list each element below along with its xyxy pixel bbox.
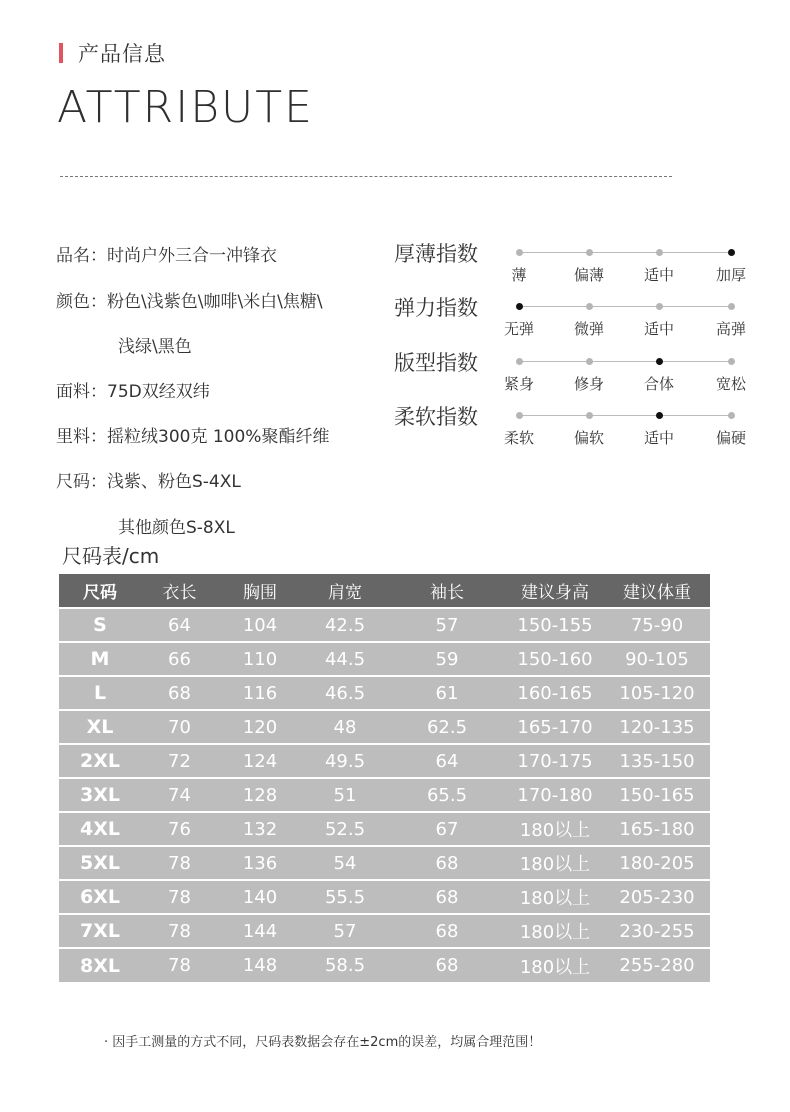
table-cell: 132 xyxy=(242,818,278,840)
attr-lining xyxy=(56,422,329,447)
size-cell: L xyxy=(93,682,107,704)
attr-name xyxy=(56,241,277,266)
header-weight: 建议体重 xyxy=(623,583,691,603)
index-marker-selected xyxy=(728,249,735,256)
table-cell: 180以上 xyxy=(519,820,591,841)
table-row xyxy=(59,642,710,676)
section-title-cn: 产品信息 xyxy=(78,42,166,66)
table-cell: 165-180 xyxy=(619,818,695,840)
table-cell: 46.5 xyxy=(324,682,366,704)
table-cell: 150-160 xyxy=(517,648,593,670)
index-option-label: 偏软 xyxy=(573,429,605,447)
size-cell: 5XL xyxy=(80,852,120,874)
table-cell: 104 xyxy=(242,614,278,636)
section-title-en: ATTRIBUTE xyxy=(57,82,314,133)
table-cell: 78 xyxy=(168,852,191,874)
attr-fabric-value: 75D双经双纬 xyxy=(107,382,210,402)
table-cell: 148 xyxy=(242,955,278,976)
table-row xyxy=(59,846,710,880)
table-cell: 68 xyxy=(435,955,459,976)
attr-lining-value: 摇粒绒300克 100%聚酯纤维 xyxy=(107,427,330,447)
table-cell: 140 xyxy=(242,886,278,908)
table-cell: 105-120 xyxy=(619,682,695,704)
table-cell: 160-165 xyxy=(517,682,593,704)
attr-color-value: 粉色\浅紫色\咖啡\米白\焦糖\ xyxy=(107,292,323,312)
table-cell: 49.5 xyxy=(324,750,366,772)
index-marker xyxy=(656,249,663,256)
index-marker xyxy=(728,412,735,419)
index-scale-line xyxy=(519,252,731,253)
index-marker-selected xyxy=(656,358,663,365)
table-cell: 90-105 xyxy=(625,648,689,670)
index-option-label: 微弹 xyxy=(573,320,605,338)
table-row xyxy=(59,778,710,812)
size-table xyxy=(59,574,710,982)
table-cell: 75-90 xyxy=(630,614,684,636)
thickness-index xyxy=(394,238,754,292)
table-cell: 67 xyxy=(435,818,459,840)
table-row xyxy=(59,880,710,914)
header-height: 建议身高 xyxy=(521,583,589,603)
dashed-divider xyxy=(60,176,672,177)
table-row xyxy=(59,948,710,982)
table-cell: 136 xyxy=(242,852,278,874)
attr-color-key: 颜色： xyxy=(56,292,107,312)
table-cell: 180以上 xyxy=(519,854,591,875)
table-cell: 57 xyxy=(333,920,357,942)
fit-index xyxy=(394,347,754,401)
table-row xyxy=(59,914,710,948)
table-cell: 64 xyxy=(168,614,191,636)
attr-lining-key: 里料： xyxy=(56,427,107,447)
table-cell: 54 xyxy=(333,852,357,874)
table-cell: 62.5 xyxy=(426,716,468,738)
table-cell: 58.5 xyxy=(324,955,366,976)
table-cell: 55.5 xyxy=(324,886,366,908)
table-cell: 65.5 xyxy=(426,784,468,806)
index-marker xyxy=(586,303,593,310)
attr-color-cont: 浅绿\黑色 xyxy=(118,337,192,357)
size-cell: 3XL xyxy=(80,784,120,806)
table-cell: 110 xyxy=(242,648,278,670)
header-size: 尺码 xyxy=(83,583,117,603)
index-option-label: 适中 xyxy=(643,266,675,284)
table-cell: 70 xyxy=(168,716,191,738)
table-cell: 120 xyxy=(242,716,278,738)
index-option-label: 高弹 xyxy=(715,320,747,338)
index-scale-line xyxy=(519,361,731,362)
size-cell: S xyxy=(93,614,107,636)
header-shoulder: 肩宽 xyxy=(328,583,362,603)
index-title: 厚薄指数 xyxy=(394,242,478,266)
index-scale-line xyxy=(519,415,731,416)
index-option-label: 宽松 xyxy=(715,375,747,393)
index-marker xyxy=(728,358,735,365)
table-row xyxy=(59,710,710,744)
header-sleeve: 袖长 xyxy=(430,583,464,603)
size-cell: 7XL xyxy=(80,920,120,942)
index-marker-selected xyxy=(516,303,523,310)
index-option-label: 合体 xyxy=(643,375,675,393)
table-cell: 74 xyxy=(168,784,191,806)
table-cell: 78 xyxy=(168,886,191,908)
index-option-label: 偏硬 xyxy=(715,429,747,447)
index-option-label: 加厚 xyxy=(715,266,747,284)
softness-index xyxy=(394,401,754,455)
attr-size-key: 尺码： xyxy=(56,472,107,492)
table-cell: 42.5 xyxy=(324,614,366,636)
table-cell: 128 xyxy=(242,784,278,806)
index-marker xyxy=(656,303,663,310)
size-cell: 8XL xyxy=(80,954,120,977)
attr-fabric xyxy=(56,377,210,402)
table-cell: 68 xyxy=(435,886,459,908)
size-cell: 4XL xyxy=(80,818,120,840)
index-scale-line xyxy=(519,306,731,307)
table-row xyxy=(59,676,710,710)
table-cell: 230-255 xyxy=(619,920,695,942)
index-option-label: 柔软 xyxy=(503,429,535,447)
size-cell: 6XL xyxy=(80,886,120,908)
table-cell: 180以上 xyxy=(519,888,591,909)
index-marker-selected xyxy=(656,412,663,419)
index-marker xyxy=(516,249,523,256)
index-marker xyxy=(586,358,593,365)
table-cell: 68 xyxy=(435,920,459,942)
index-option-label: 无弹 xyxy=(503,320,535,338)
index-option-label: 偏薄 xyxy=(573,266,605,284)
attr-name-value: 时尚户外三合一冲锋衣 xyxy=(107,246,277,266)
table-cell: 170-175 xyxy=(517,750,593,772)
table-cell: 180以上 xyxy=(519,956,591,978)
table-cell: 68 xyxy=(435,852,459,874)
attr-size-value: 浅紫、粉色S-4XL xyxy=(107,472,241,492)
elasticity-index xyxy=(394,292,754,346)
index-title: 柔软指数 xyxy=(394,405,478,429)
table-cell: 44.5 xyxy=(324,648,366,670)
table-cell: 170-180 xyxy=(517,784,593,806)
table-cell: 144 xyxy=(242,920,278,942)
size-cell: XL xyxy=(86,716,114,738)
attr-size-cont: 其他颜色S-8XL xyxy=(118,518,235,538)
index-option-label: 适中 xyxy=(643,320,675,338)
table-cell: 48 xyxy=(333,716,357,738)
table-header-row xyxy=(59,574,710,608)
index-marker xyxy=(728,303,735,310)
table-row xyxy=(59,812,710,846)
table-cell: 61 xyxy=(435,682,459,704)
table-cell: 180以上 xyxy=(519,922,591,943)
table-row xyxy=(59,744,710,778)
size-cell: 2XL xyxy=(80,750,120,772)
table-cell: 135-150 xyxy=(619,750,695,772)
table-cell: 255-280 xyxy=(619,955,695,976)
index-title: 版型指数 xyxy=(394,351,478,375)
index-option-label: 薄 xyxy=(511,266,527,284)
table-cell: 78 xyxy=(168,920,191,942)
size-cell: M xyxy=(90,648,110,670)
index-marker xyxy=(586,249,593,256)
table-cell: 51 xyxy=(333,784,357,806)
table-cell: 180-205 xyxy=(619,852,695,874)
index-title: 弹力指数 xyxy=(394,296,478,320)
table-cell: 66 xyxy=(168,648,191,670)
index-marker xyxy=(516,358,523,365)
table-cell: 165-170 xyxy=(517,716,593,738)
size-table-title: 尺码表/cm xyxy=(62,544,160,568)
table-cell: 72 xyxy=(168,750,191,772)
attr-color xyxy=(56,287,323,312)
table-cell: 205-230 xyxy=(619,886,695,908)
table-cell: 124 xyxy=(242,750,278,772)
index-option-label: 紧身 xyxy=(503,375,535,393)
table-cell: 78 xyxy=(168,955,191,976)
table-cell: 68 xyxy=(168,682,191,704)
table-cell: 150-165 xyxy=(619,784,695,806)
header-length: 衣长 xyxy=(162,583,197,603)
table-cell: 116 xyxy=(242,682,278,704)
measurement-note: · 因手工测量的方式不同，尺码表数据会存在±2cm的误差，均属合理范围！ xyxy=(104,1035,542,1050)
table-cell: 59 xyxy=(435,648,459,670)
table-cell: 150-155 xyxy=(517,614,593,636)
index-option-label: 适中 xyxy=(643,429,675,447)
accent-bar xyxy=(59,43,63,63)
index-marker xyxy=(516,412,523,419)
table-cell: 120-135 xyxy=(619,716,695,738)
index-marker xyxy=(586,412,593,419)
table-row xyxy=(59,608,710,642)
attr-size xyxy=(56,467,241,492)
table-cell: 76 xyxy=(168,818,191,840)
table-cell: 57 xyxy=(435,614,459,636)
attr-name-key: 品名： xyxy=(56,246,107,266)
header-chest: 胸围 xyxy=(243,583,277,603)
attr-fabric-key: 面料： xyxy=(56,382,107,402)
index-option-label: 修身 xyxy=(573,375,605,393)
table-cell: 64 xyxy=(435,750,459,772)
table-cell: 52.5 xyxy=(324,818,366,840)
